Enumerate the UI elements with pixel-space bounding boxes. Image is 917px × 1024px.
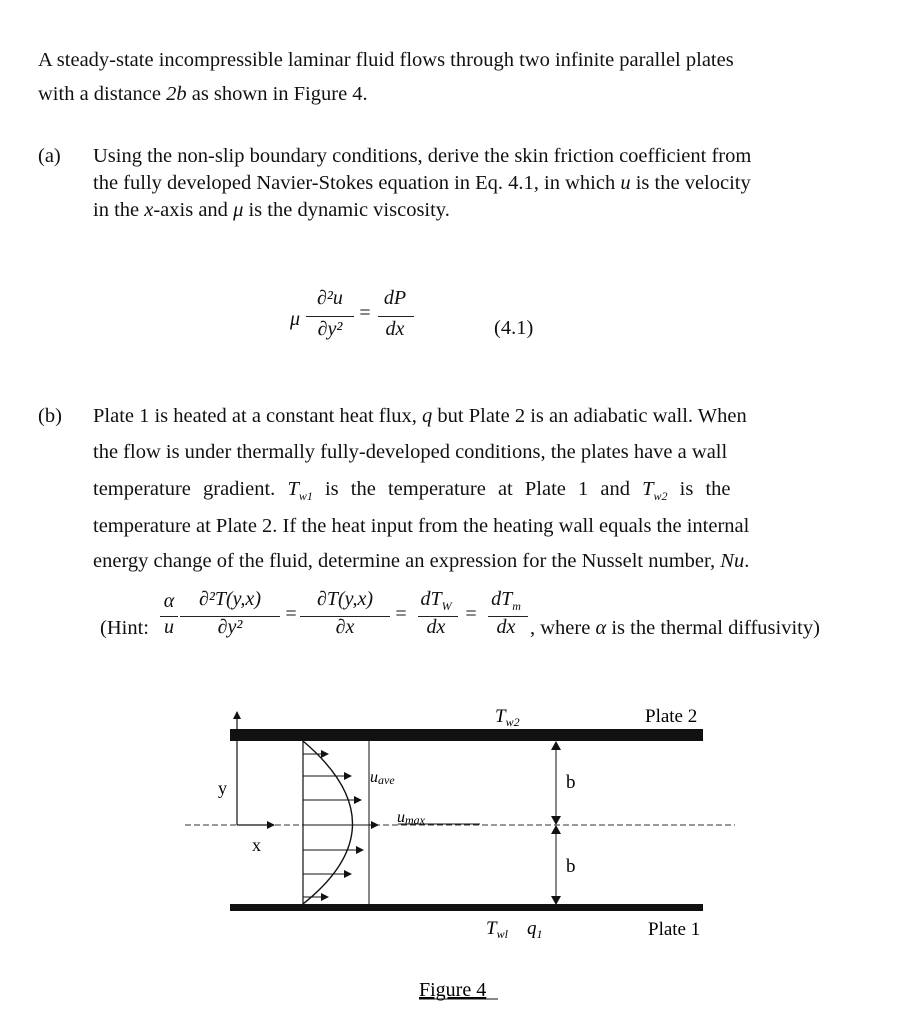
part-b-line-1: Plate 1 is heated at a constant heat flux, q but Plate 2 is an adiabatic wall. When bbox=[93, 405, 747, 427]
b-top-arrowhead-up bbox=[551, 741, 561, 750]
eq-number: (4.1) bbox=[494, 317, 534, 339]
part-b-line-2: the flow is under thermally fully-developed conditions, the plates have a wall bbox=[93, 441, 728, 463]
hint-alpha: α bbox=[163, 590, 175, 612]
y-axis-label: y bbox=[218, 778, 227, 798]
intro-line-2: with a distance 2b as shown in Figure 4. bbox=[38, 83, 368, 105]
b-top-label: b bbox=[566, 772, 576, 793]
intro-line-1: A steady-state incompressible laminar fluid flows through two infinite parallel plates bbox=[38, 49, 734, 71]
eq-equals: = bbox=[359, 302, 371, 324]
hint-eq-1: = bbox=[285, 603, 297, 625]
eq-rhs-denominator: dx bbox=[385, 318, 405, 340]
x-axis-label: x bbox=[252, 835, 261, 855]
plate-1 bbox=[230, 904, 703, 911]
b-bottom-arrowhead-up bbox=[551, 825, 561, 834]
hint-tail: , where α is the thermal diffusivity) bbox=[530, 617, 820, 639]
tw1-label: $T_{wl}$ bbox=[486, 918, 508, 941]
hint-den-3: dx bbox=[426, 616, 446, 638]
uave-label: uave bbox=[370, 769, 395, 787]
part-b-label: (b) bbox=[38, 405, 62, 427]
hint-u: u bbox=[164, 616, 174, 638]
part-a-line-3: in the x-axis and μ is the dynamic viscosity. bbox=[93, 199, 450, 221]
plate-2-label: Plate 2 bbox=[645, 706, 698, 727]
part-a-line-1: Using the non-slip boundary conditions, derive the skin friction coefficient from bbox=[93, 145, 752, 167]
eq-mu: μ bbox=[289, 308, 301, 330]
hint-num-2: ∂T(y,x) bbox=[317, 588, 373, 610]
plate-2 bbox=[230, 729, 703, 741]
eq-lhs-denominator: ∂y² bbox=[317, 318, 343, 340]
plate-1-label: Plate 1 bbox=[648, 919, 701, 940]
tw2-label: $T_{w2}$ bbox=[495, 706, 520, 729]
hint-den-4: dx bbox=[496, 616, 516, 638]
eq-rhs-numerator: dP bbox=[383, 287, 407, 309]
hint-num-3: $dT_W$ bbox=[420, 588, 452, 613]
hint-den-1: ∂y² bbox=[217, 616, 243, 638]
part-b-line-4: temperature at Plate 2. If the heat input from the heating wall equals the internal bbox=[93, 515, 750, 537]
hint-den-2: ∂x bbox=[335, 616, 355, 638]
hint-eq-2: = bbox=[395, 603, 407, 625]
velocity-profile-curve bbox=[303, 741, 353, 904]
part-b-line-3: temperature gradient. $T_{w1}$ is the temperature at Plate 1 and $T_{w2}$ is the bbox=[93, 478, 731, 503]
eq-lhs-numerator: ∂²u bbox=[317, 287, 343, 309]
hint-label: (Hint: bbox=[100, 617, 149, 639]
hint-num-1: ∂²T(y,x) bbox=[199, 588, 261, 610]
b-top-arrowhead-down bbox=[551, 816, 561, 825]
b-bottom-arrowhead-down bbox=[551, 896, 561, 905]
hint-num-4: $dT_m$ bbox=[491, 588, 521, 613]
figure-caption: Figure 4 bbox=[419, 979, 487, 1001]
b-bottom-label: b bbox=[566, 856, 576, 877]
part-a-label: (a) bbox=[38, 145, 61, 167]
part-a-line-2: the fully developed Navier-Stokes equation in Eq. 4.1, in which u is the velocity bbox=[93, 172, 751, 194]
hint-eq-3: = bbox=[465, 603, 477, 625]
part-b-line-5: energy change of the fluid, determine an expression for the Nusselt number, Nu. bbox=[93, 550, 750, 572]
q1-label: $q_1$ bbox=[527, 918, 543, 941]
umax-label: umax bbox=[397, 809, 425, 827]
